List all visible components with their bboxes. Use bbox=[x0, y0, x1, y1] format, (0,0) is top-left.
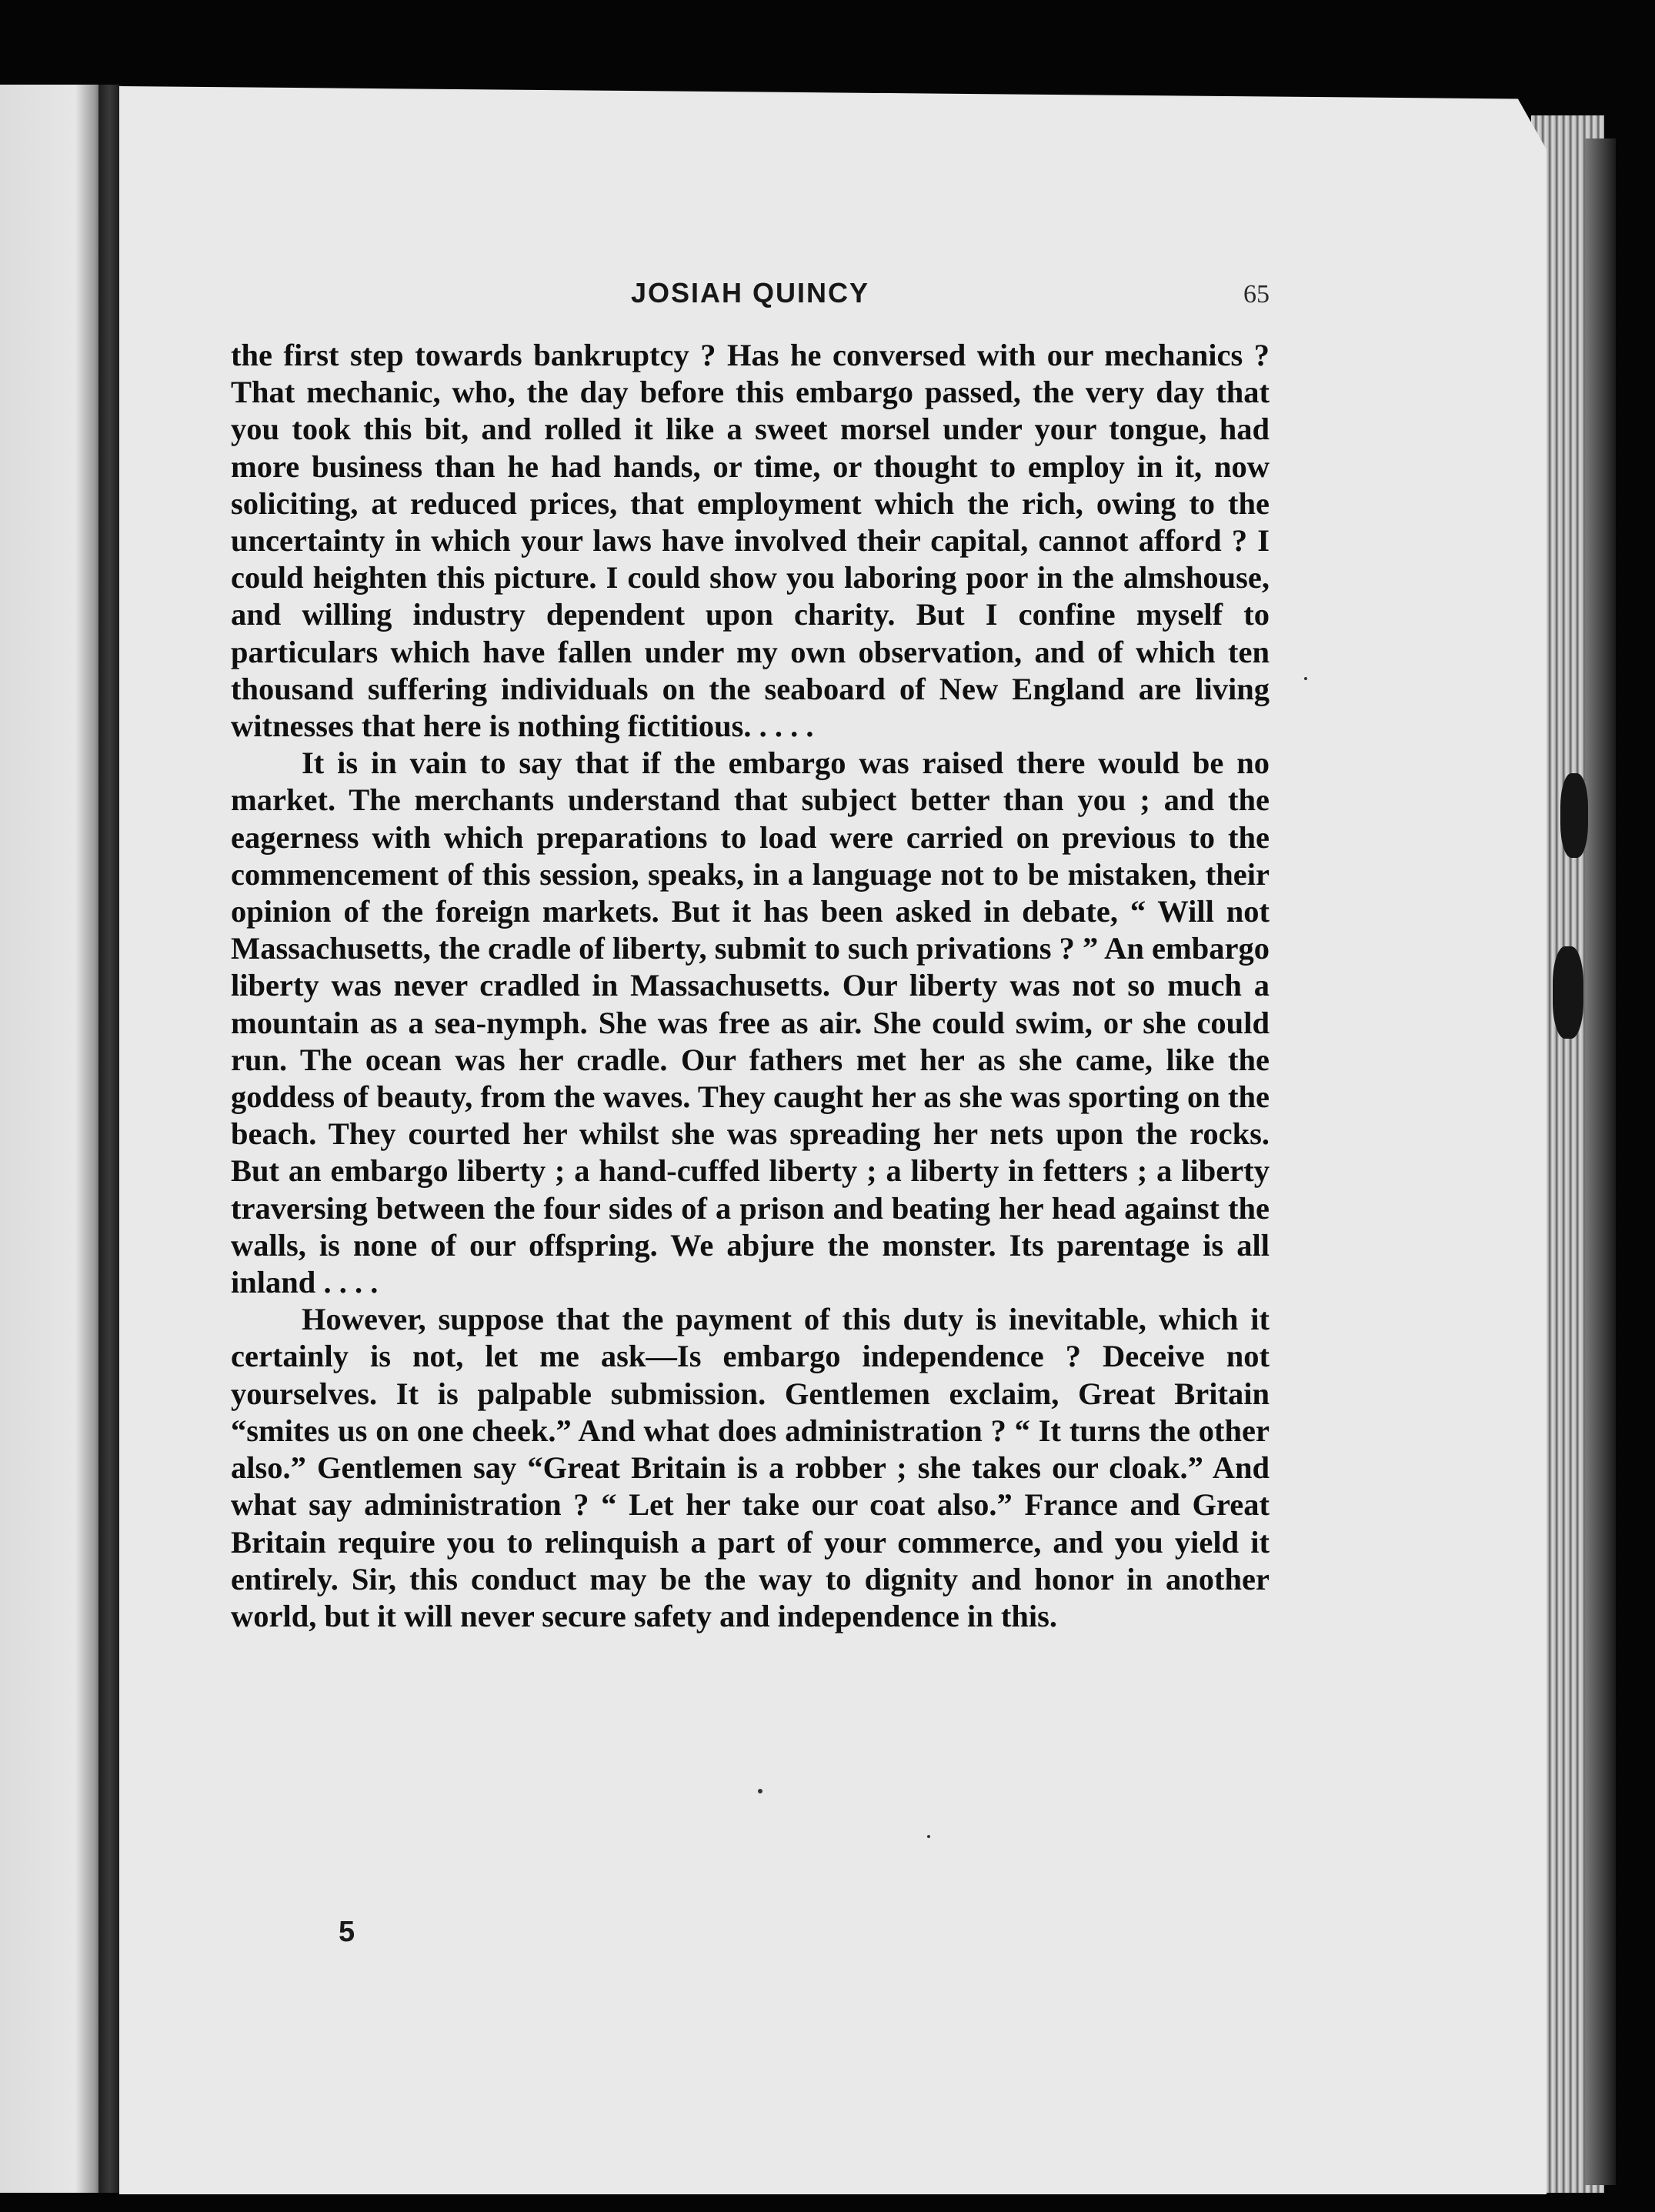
fore-edge-shadow bbox=[1585, 138, 1616, 2185]
scan-speck bbox=[758, 1789, 762, 1793]
paragraph: It is in vain to say that if the embargo was raised there would be no market. The merchants understand that subject better than you ; and the eagerness with which preparations to load were carried on previous to the commencement of this session, speaks, in a language not to be mistaken, their opinion of the foreign markets. But it has been asked in debate, “ Will not Massachusetts, the cradle of liberty, submit to such privations ? ” An embargo liberty was never cradled in Massachusetts. Our liberty was not so much a mountain as a sea-nymph. She was free as air. She could swim, or she could run. The ocean was her cradle. Our fathers met her as she came, like the goddess of beauty, from the waves. They caught her as she was sporting on the beach. They courted her whilst she was spreading her nets upon the rocks. But an embargo liberty ; a hand-cuffed liberty ; a liberty in fetters ; a liberty traversing between the four sides of a prison and beating her head against the walls, is none of our offspring. We abjure the monster. Its parentage is all inland . . . . bbox=[231, 746, 1270, 1300]
scan-speck bbox=[927, 1835, 930, 1838]
paragraph: the first step towards bankruptcy ? Has he conversed with our mechanics ? That mechanic, who, the day before this embargo passed, the very day that you took this bit, and rolled it like a sweet morsel under your tongue, had more business than he had hands, or time, or thought to employ in it, now soliciting, at reduced prices, that employment which the rich, owing to the uncertainty in which your laws have involved their capital, cannot afford ? I could heighten this picture. I could show you laboring poor in the almshouse, and willing industry dependent upon charity. But I confine myself to particulars which have fallen under my own observation, and of which ten thousand suffering individuals on the seaboard of New England are living witnesses that here is nothing fictitious. . . . . bbox=[231, 338, 1270, 744]
page-header bbox=[231, 277, 1270, 315]
fore-edge-tab bbox=[1553, 946, 1583, 1039]
paragraph: However, suppose that the payment of this duty is inevitable, which it certainly is not, let me ask—Is embargo independence ? Deceive not yourselves. It is palpable submission. Gentlemen exclaim, Great Britain “smites us on one cheek.” And what does administration ? “ It turns the other also.” Gentlemen say “Great Britain is a robber ; she takes our cloak.” And what say administration ? “ Let her take our coat also.” France and Great Britain require you to relinquish a part of your commerce, and you yield it entirely. Sir, this conduct may be the way to dignity and honor in another world, but it will never secure safety and independence in this. bbox=[231, 1302, 1270, 1633]
running-title: JOSIAH QUINCY bbox=[630, 277, 870, 309]
fore-edge-tab bbox=[1560, 773, 1588, 858]
page-number: 65 bbox=[1243, 280, 1270, 309]
signature-mark: 5 bbox=[339, 1916, 355, 1948]
left-page-edge bbox=[0, 85, 108, 2193]
scan-speck bbox=[1304, 677, 1307, 680]
body-text bbox=[231, 337, 1270, 1635]
book-gutter bbox=[98, 85, 122, 2193]
